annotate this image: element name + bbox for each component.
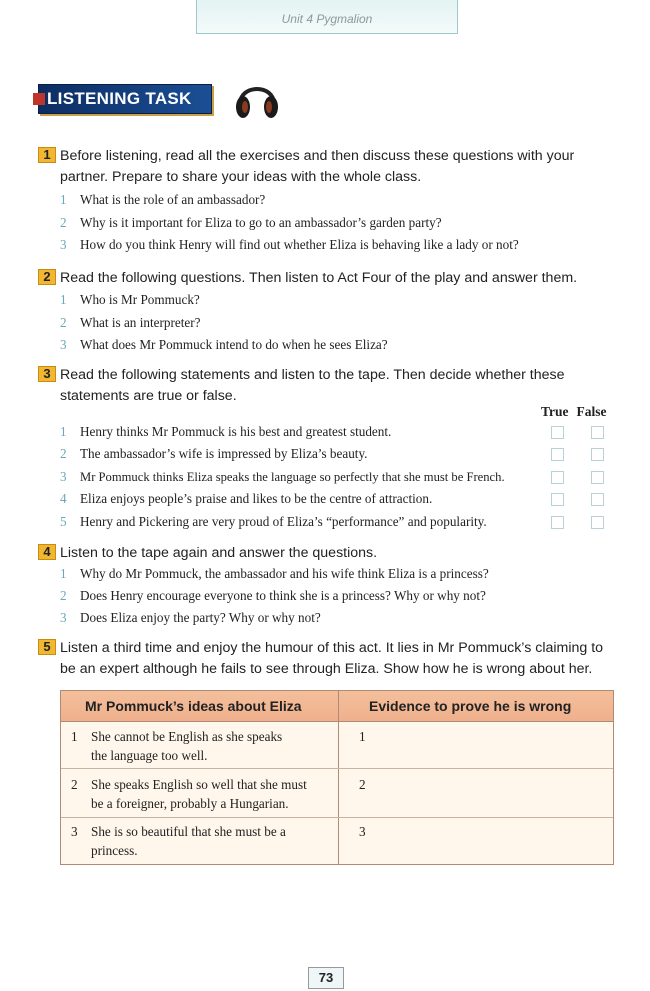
question-text: Why is it important for Eliza to go to an ambassador’s garden party? — [80, 215, 442, 230]
table-header-evidence: Evidence to prove he is wrong — [369, 698, 572, 714]
question-number: 3 — [60, 610, 67, 625]
row-idea-line: be a foreigner, probably a Hungarian. — [91, 796, 289, 811]
statement-item — [60, 491, 620, 507]
task-instruction-line: partner. Prepare to share your ideas with the whole class. — [60, 169, 422, 185]
statement-text: Eliza enjoys people’s praise and likes to be the centre of attraction. — [80, 491, 433, 506]
task-instruction-line: Listen a third time and enjoy the humour of this act. It lies in Mr Pommuck’s claiming to — [60, 640, 604, 656]
question-text: What is an interpreter? — [80, 315, 201, 330]
question-text: How do you think Henry will find out whether Eliza is behaving like a lady or not? — [80, 237, 519, 252]
evidence-cell[interactable]: 1 — [359, 729, 366, 744]
false-column-label: False — [576, 404, 607, 419]
unit-title: Unit 4 Pygmalion — [281, 12, 373, 26]
false-checkbox[interactable] — [591, 471, 604, 484]
row-idea-line: princess. — [91, 843, 138, 858]
banner-title: LISTENING TASK — [47, 89, 192, 108]
statement-item — [60, 469, 620, 485]
statement-number: 1 — [60, 424, 67, 439]
question-item — [60, 292, 620, 308]
task-instruction-line: Before listening, read all the exercises and then discuss these questions with your — [60, 148, 575, 164]
true-checkbox[interactable] — [551, 426, 564, 439]
task-number-badge: 5 — [38, 639, 56, 655]
table-divider — [61, 721, 613, 722]
table-header-row — [61, 691, 613, 721]
statement-number: 4 — [60, 491, 67, 506]
false-checkbox[interactable] — [591, 493, 604, 506]
true-false-header — [541, 404, 615, 420]
true-checkbox[interactable] — [551, 448, 564, 461]
table-row — [71, 822, 286, 860]
task-number-badge: 1 — [38, 147, 56, 163]
question-number: 3 — [60, 237, 67, 252]
question-text: Why do Mr Pommuck, the ambassador and his wife think Eliza is a princess? — [80, 566, 489, 581]
statement-number: 3 — [60, 469, 67, 484]
question-number: 1 — [60, 292, 67, 307]
table-row — [71, 775, 307, 813]
statement-text: Henry and Pickering are very proud of Eliza’s “performance” and popularity. — [80, 514, 487, 529]
question-text: Does Henry encourage everyone to think she is a princess? Why or why not? — [80, 588, 486, 603]
task-number-badge: 4 — [38, 544, 56, 560]
task-instruction-line: Read the following questions. Then listen to Act Four of the play and answer them. — [60, 270, 578, 286]
question-text: Does Eliza enjoy the party? Why or why not? — [80, 610, 321, 625]
question-number: 1 — [60, 192, 67, 207]
page-number: 73 — [308, 967, 344, 989]
question-number: 2 — [60, 588, 67, 603]
question-number: 1 — [60, 566, 67, 581]
question-number: 2 — [60, 315, 67, 330]
statement-item — [60, 514, 620, 530]
question-item — [60, 566, 620, 582]
question-item — [60, 315, 620, 331]
task-number-badge: 2 — [38, 269, 56, 285]
task-number-badge: 3 — [38, 366, 56, 382]
statement-item — [60, 446, 620, 462]
row-idea-line: the language too well. — [91, 748, 208, 763]
true-column-label: True — [541, 404, 569, 419]
statement-number: 2 — [60, 446, 67, 461]
row-idea-line: She speaks English so well that she must — [91, 777, 307, 792]
banner-accent — [33, 93, 45, 105]
question-text: What is the role of an ambassador? — [80, 192, 266, 207]
question-item — [60, 192, 620, 208]
table-row — [71, 727, 283, 765]
ideas-evidence-table — [60, 690, 614, 865]
statement-text: Henry thinks Mr Pommuck is his best and greatest student. — [80, 424, 392, 439]
false-checkbox[interactable] — [591, 516, 604, 529]
row-idea-line: She is so beautiful that she must be a — [91, 824, 286, 839]
question-number: 3 — [60, 337, 67, 352]
evidence-cell[interactable]: 2 — [359, 777, 366, 792]
statement-item — [60, 424, 620, 440]
row-number: 2 — [71, 777, 78, 792]
task-instruction-line: be an expert although he fails to see through Eliza. Show how he is wrong about her. — [60, 661, 593, 677]
true-checkbox[interactable] — [551, 516, 564, 529]
true-checkbox[interactable] — [551, 493, 564, 506]
question-text: What does Mr Pommuck intend to do when he sees Eliza? — [80, 337, 388, 352]
unit-header-tab — [196, 0, 458, 34]
row-number: 3 — [71, 824, 78, 839]
task-instruction-line: Read the following statements and listen to the tape. Then decide whether these — [60, 367, 565, 383]
false-checkbox[interactable] — [591, 426, 604, 439]
question-number: 2 — [60, 215, 67, 230]
table-divider — [61, 768, 613, 769]
table-column-divider — [338, 691, 339, 864]
table-divider — [61, 817, 613, 818]
listening-task-banner — [38, 84, 212, 114]
headphones-icon — [232, 76, 282, 120]
statement-text: The ambassador’s wife is impressed by Eliza’s beauty. — [80, 446, 368, 461]
question-text: Who is Mr Pommuck? — [80, 292, 200, 307]
row-number: 1 — [71, 729, 78, 744]
statement-number: 5 — [60, 514, 67, 529]
question-item — [60, 237, 620, 253]
question-item — [60, 337, 620, 353]
row-idea-line: She cannot be English as she speaks — [91, 729, 283, 744]
question-item — [60, 215, 620, 231]
evidence-cell[interactable]: 3 — [359, 824, 366, 839]
true-checkbox[interactable] — [551, 471, 564, 484]
false-checkbox[interactable] — [591, 448, 604, 461]
statement-text: Mr Pommuck thinks Eliza speaks the language so perfectly that she must be French. — [80, 470, 505, 484]
task-instruction-line: Listen to the tape again and answer the questions. — [60, 545, 378, 561]
question-item — [60, 588, 620, 604]
task-instruction-line: statements are true or false. — [60, 388, 237, 404]
question-item — [60, 610, 620, 626]
table-header-ideas: Mr Pommuck’s ideas about Eliza — [85, 698, 302, 714]
